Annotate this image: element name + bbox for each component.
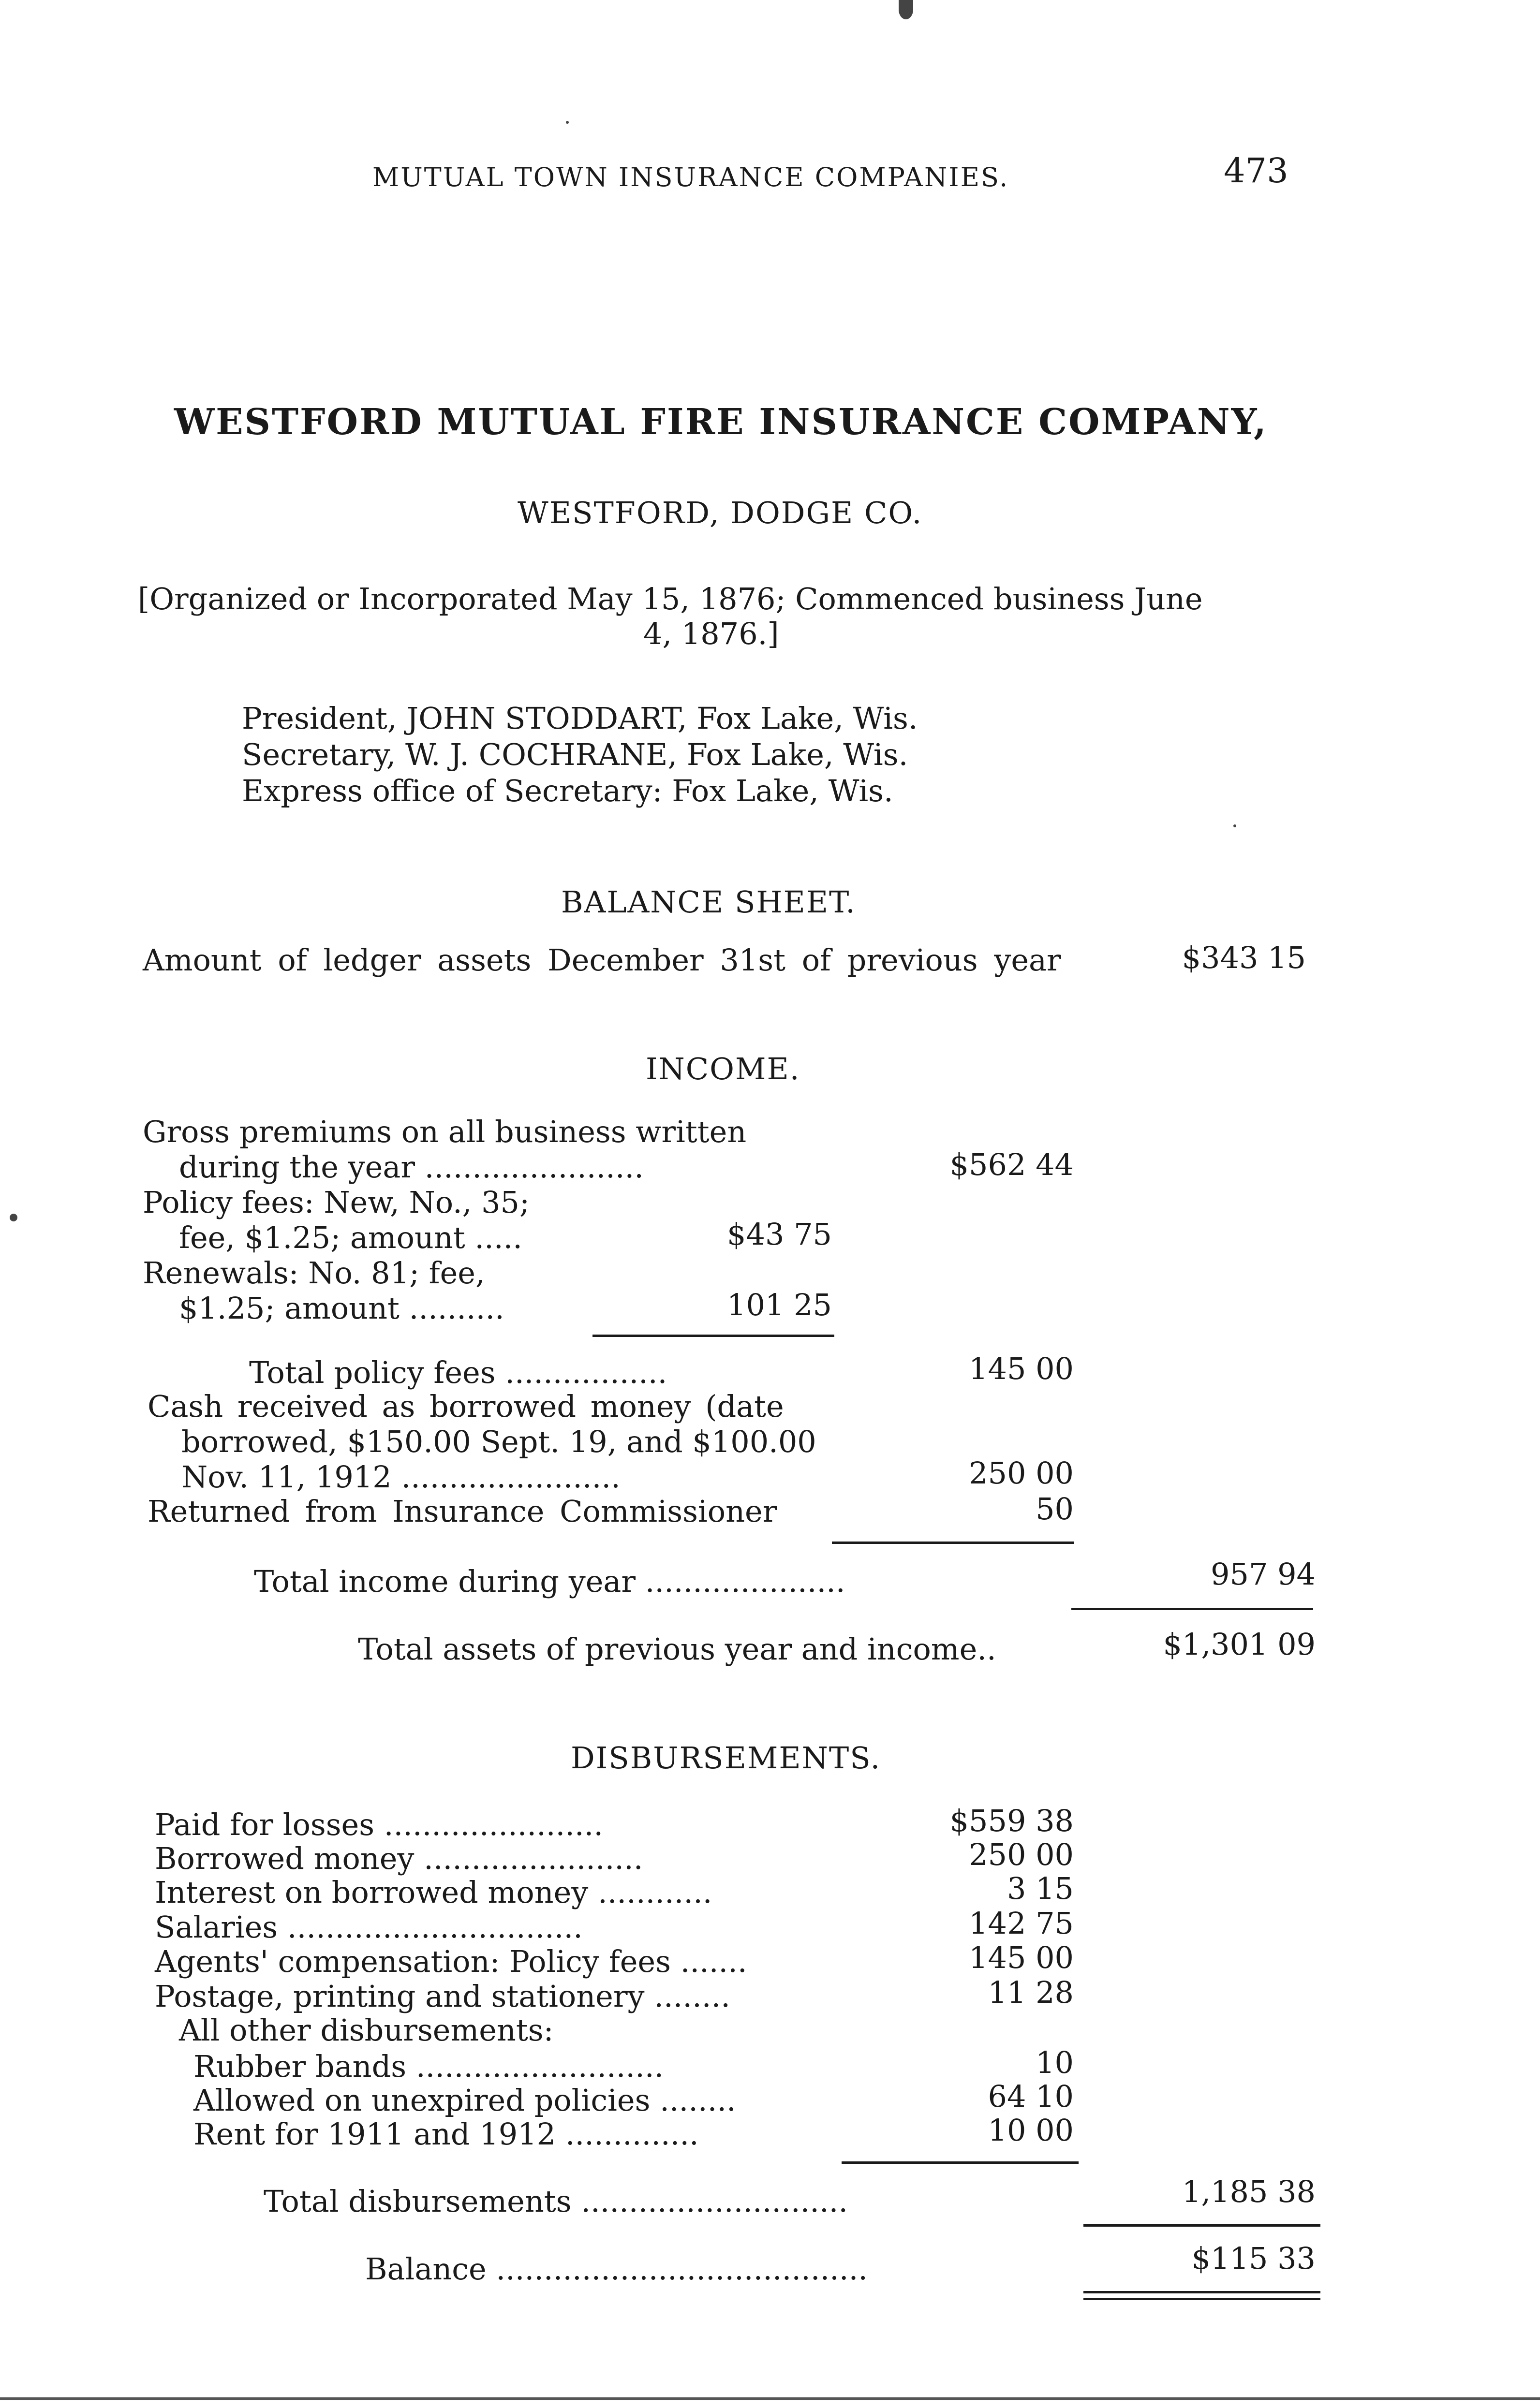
secretary-line: Secretary, W. J. COCHRANE, Fox Lake, Wis.	[242, 737, 908, 772]
balance-sheet-heading: BALANCE SHEET.	[561, 884, 856, 920]
disbursement-label: Paid for losses .......................	[155, 1807, 604, 1842]
balance-label: Balance .......................................	[365, 2251, 868, 2287]
total-disbursements-rule	[1083, 2224, 1320, 2227]
total-income-value: 957 94	[1211, 1556, 1316, 1592]
print-mark	[899, 0, 913, 19]
company-location: WESTFORD, DODGE CO.	[518, 495, 923, 530]
other-disbursement-label: Rent for 1911 and 1912 ..............	[193, 2116, 699, 2152]
policy-fees-value: $43 75	[727, 1217, 832, 1252]
disbursement-label: Salaries ...............................	[155, 1909, 583, 1945]
total-disbursements-label: Total disbursements ............................	[264, 2184, 848, 2219]
disbursements-heading: DISBURSEMENTS.	[571, 1740, 881, 1776]
express-office-line: Express office of Secretary: Fox Lake, Wis.	[242, 773, 893, 808]
disbursement-value: 3 15	[1007, 1871, 1074, 1906]
policy-fees-line-2: fee, $1.25; amount .....	[179, 1220, 522, 1255]
ledger-assets-label: Amount of ledger assets December 31st of previous year	[143, 942, 1061, 978]
ledger-assets-value: $343 15	[1182, 940, 1306, 975]
company-name: WESTFORD MUTUAL FIRE INSURANCE COMPANY,	[174, 401, 1268, 443]
borrowed-line-1: Cash received as borrowed money (date	[148, 1389, 784, 1424]
balance-double-rule-bottom	[1083, 2298, 1320, 2300]
other-disbursement-value: 10 00	[988, 2113, 1074, 2148]
disbursement-value: 142 75	[969, 1906, 1074, 1941]
total-policy-fees-label: Total policy fees .................	[249, 1355, 667, 1390]
income-subtotal-rule	[832, 1542, 1074, 1544]
president-line: President, JOHN STODDART, Fox Lake, Wis.	[242, 701, 918, 736]
total-income-rule	[1071, 1608, 1313, 1610]
borrowed-line-3: Nov. 11, 1912 .......................	[181, 1459, 621, 1495]
total-assets-value: $1,301 09	[1163, 1627, 1316, 1662]
returned-label: Returned from Insurance Commissioner	[148, 1494, 777, 1529]
disbursement-label: Borrowed money .......................	[155, 1841, 643, 1876]
gross-premiums-value: $562 44	[949, 1147, 1074, 1182]
income-heading: INCOME.	[646, 1051, 800, 1087]
borrowed-line-2: borrowed, $150.00 Sept. 19, and $100.00	[181, 1424, 816, 1459]
total-assets-label: Total assets of previous year and income..	[358, 1631, 996, 1667]
gross-premiums-line-1: Gross premiums on all business written	[143, 1114, 747, 1149]
total-income-label: Total income during year .....................	[254, 1564, 845, 1599]
renewals-line-1: Renewals: No. 81; fee,	[143, 1255, 485, 1291]
policy-fees-line-1: Policy fees: New, No., 35;	[143, 1185, 530, 1220]
disbursements-subtotal-rule	[842, 2161, 1079, 2164]
renewals-value: 101 25	[727, 1287, 832, 1322]
policy-fees-subtotal-rule	[592, 1335, 834, 1337]
balance-value: $115 33	[1191, 2241, 1316, 2276]
renewals-line-2: $1.25; amount ..........	[179, 1291, 504, 1326]
disbursement-value: 145 00	[969, 1940, 1074, 1975]
other-disbursement-value: 10	[1036, 2045, 1074, 2080]
disbursement-value: 250 00	[969, 1837, 1074, 1872]
gross-premiums-line-2: during the year .......................	[179, 1149, 644, 1185]
other-disbursement-label: Rubber bands ..........................	[193, 2049, 664, 2084]
disbursement-value: 11 28	[988, 1975, 1074, 2010]
page-number: 473	[1224, 151, 1288, 191]
total-disbursements-value: 1,185 38	[1182, 2174, 1316, 2209]
disbursement-label: Interest on borrowed money ............	[155, 1875, 712, 1910]
print-speck	[10, 1214, 17, 1221]
borrowed-value: 250 00	[969, 1455, 1074, 1491]
other-disbursements-heading: All other disbursements:	[179, 2012, 554, 2048]
running-title: MUTUAL TOWN INSURANCE COMPANIES.	[372, 162, 1009, 192]
organized-line-2: 4, 1876.]	[643, 616, 779, 651]
disbursement-label: Agents' compensation: Policy fees .......	[155, 1944, 747, 1979]
returned-value: 50	[1036, 1491, 1074, 1527]
page-bottom-edge	[0, 2397, 1540, 2400]
balance-double-rule-top	[1083, 2291, 1320, 2293]
total-policy-fees-value: 145 00	[969, 1351, 1074, 1386]
other-disbursement-value: 64 10	[988, 2079, 1074, 2114]
disbursement-label: Postage, printing and stationery ........	[155, 1979, 730, 2014]
print-speck	[566, 121, 569, 124]
organized-line-1: [Organized or Incorporated May 15, 1876; Commenced business June	[138, 581, 1203, 617]
disbursement-value: $559 38	[949, 1803, 1074, 1838]
other-disbursement-label: Allowed on unexpired policies ........	[193, 2083, 736, 2118]
print-speck	[1233, 824, 1236, 827]
